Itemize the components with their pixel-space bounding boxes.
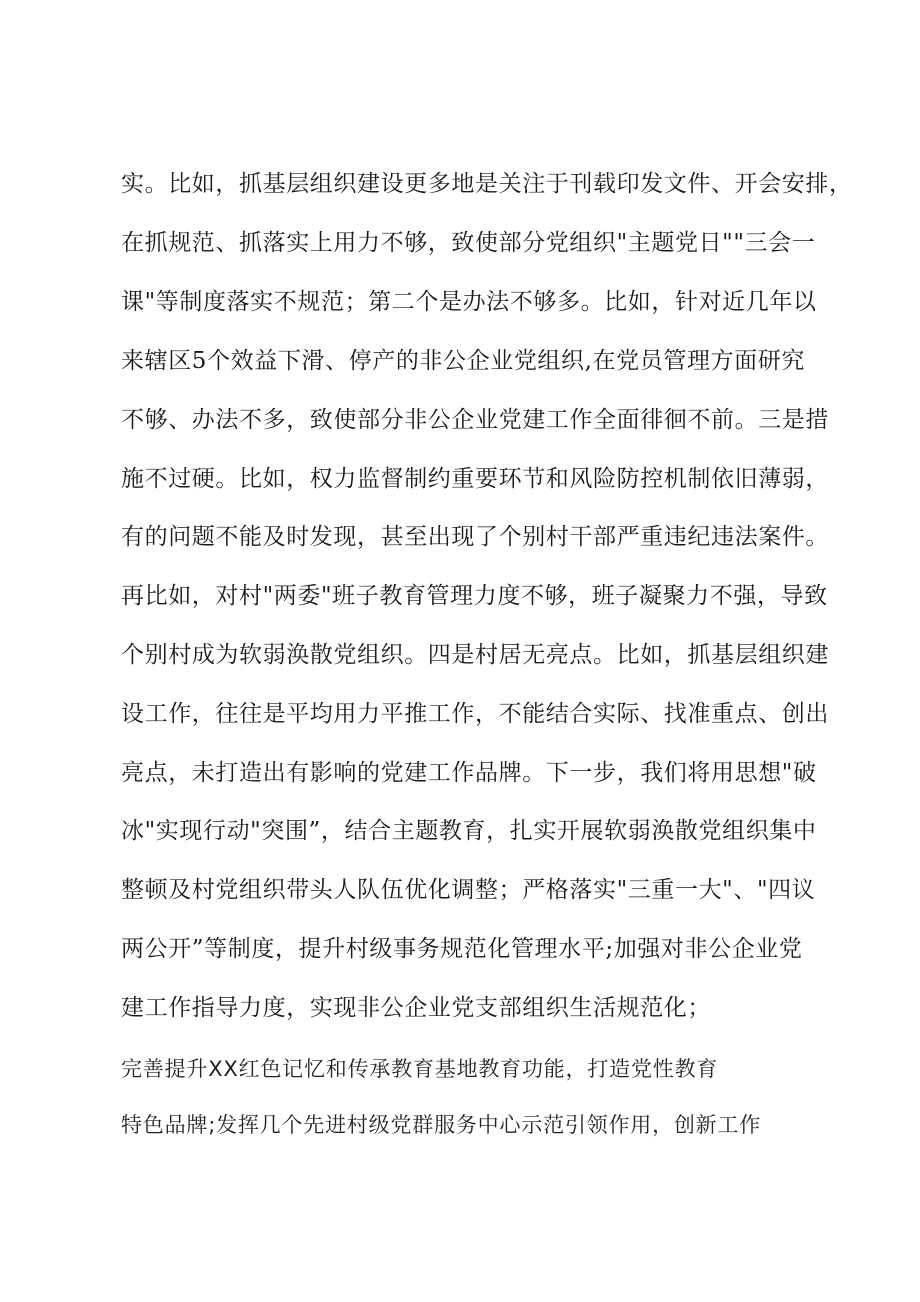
- text-line: 完善提升XX红色记忆和传承教育基地教育功能，打造党性教育: [121, 1057, 719, 1081]
- text-line: 特色品牌;发挥几个先进村级党群服务中心示范引领作用，创新工作: [121, 1113, 762, 1137]
- text-line: 建工作指导力度，实现非公企业党支部组织生活规范化；: [121, 995, 711, 1021]
- text-line: 在抓规范、抓落实上用力不够，致使部分党组织"主题党日""三会一: [121, 230, 816, 256]
- text-line: 两公开”等制度，提升村级事务规范化管理水平;加强对非公企业党: [121, 936, 803, 962]
- text-line: 亮点，未打造出有影响的党建工作品牌。下一步，我们将用思想"破: [121, 760, 817, 786]
- text-line: 施不过硬。比如，权力监督制约重要环节和风险防控机制依旧薄弱，: [121, 466, 829, 492]
- text-line: 有的问题不能及时发现，甚至出现了个别村干部严重违纪违法案件。: [121, 524, 829, 550]
- text-line: 课"等制度落实不规范；第二个是办法不够多。比如，针对近几年以: [121, 289, 817, 315]
- text-line: 个别村成为软弱涣散党组织。四是村居无亮点。比如，抓基层组织建: [121, 642, 829, 668]
- text-line: 实。比如，抓基层组织建设更多地是关注于刊载印发文件、开会安排，: [121, 171, 853, 197]
- text-line: 再比如，对村"两委"班子教育管理力度不够，班子凝聚力不强，导致: [121, 583, 828, 609]
- text-line: 设工作，往往是平均用力平推工作，不能结合实际、找准重点、创出: [121, 701, 829, 727]
- text-line: 不够、办法不多，致使部分非公企业党建工作全面徘徊不前。三是措: [121, 407, 829, 433]
- text-line: 来辖区5个效益下滑、停产的非公企业党组织,在党员管理方面研究: [121, 348, 805, 374]
- text-line: 冰"实现行动"突围”，结合主题教育，扎实开展软弱涣散党组织集中: [121, 818, 817, 844]
- text-line: 整顿及村党组织带头人队伍优化调整；严格落实"三重一大"、"四议: [121, 877, 816, 903]
